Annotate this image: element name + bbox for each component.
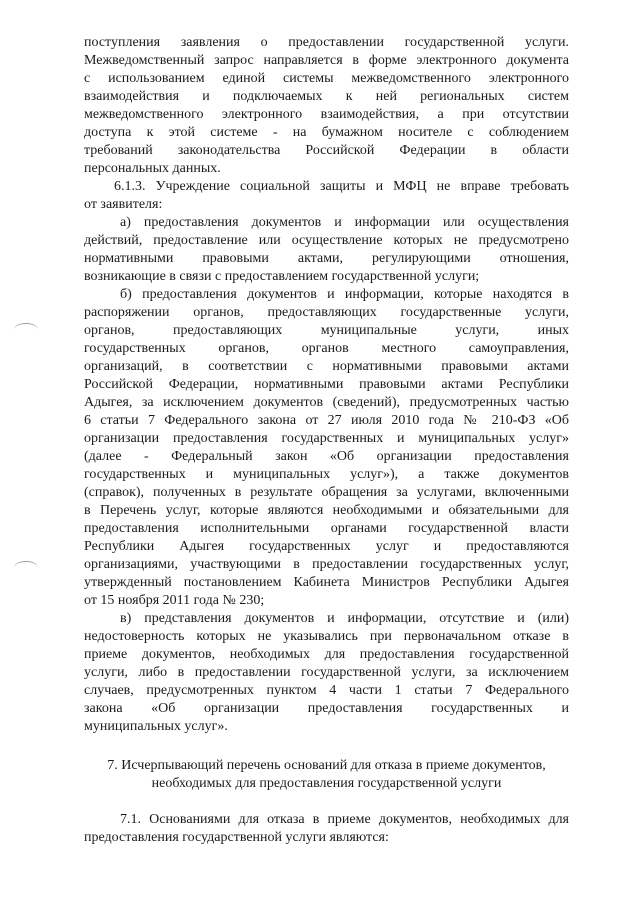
text-line: предоставления исполнительными органами государственной власти	[84, 521, 569, 536]
text-line: закона «Об организации предоставления государственных и	[84, 701, 569, 716]
text-line: приеме документов, необходимых для предоставления государственной	[84, 647, 569, 662]
section-heading: необходимых для предоставления государственной услуги	[151, 776, 502, 791]
text-line: организации предоставления государственных и муниципальных услуг»	[84, 431, 569, 446]
text-line: межведомственного электронного взаимодействия, а при отсутствии	[84, 107, 569, 122]
text-line: муниципальных услуг».	[84, 719, 228, 734]
text-line: персональных данных.	[84, 161, 221, 176]
text-line: государственных и муниципальных услуг»), а также документов	[84, 467, 569, 482]
scan-margin-mark	[14, 561, 38, 574]
text-line: от заявителя:	[84, 197, 163, 212]
paragraph-start: а) предоставления документов и информации или осуществления	[120, 215, 569, 230]
text-line: Российской Федерации, нормативными правовыми актами Республики	[84, 377, 569, 392]
text-line: доступа к этой системе - на бумажном носителе с соблюдением	[84, 125, 569, 140]
text-line: требований законодательства Российской Федерации в области	[84, 143, 569, 158]
paragraph-start: 6.1.3. Учреждение социальной защиты и МФЦ не вправе требовать	[114, 179, 569, 194]
text-line: Республики Адыгея государственных услуг и предоставляются	[84, 539, 569, 554]
text-line: распоряжении органов, предоставляющих государственные услуги,	[84, 305, 569, 320]
text-line: в Перечень услуг, которые являются необходимыми и обязательными для	[84, 503, 569, 518]
text-line: организаций, в соответствии с нормативными правовыми актами	[84, 359, 569, 374]
text-line: поступления заявления о предоставлении государственной услуги.	[84, 35, 569, 50]
text-line: Межведомственный запрос направляется в форме электронного документа	[84, 53, 569, 68]
text-line: от 15 ноября 2011 года № 230;	[84, 593, 265, 608]
text-line: органов, предоставляющих муниципальные услуги, иных	[84, 323, 569, 338]
paragraph-start: б) предоставления документов и информации, которые находятся в	[120, 287, 569, 302]
text-line: государственных органов, органов местного самоуправления,	[84, 341, 569, 356]
text-line: возникающие в связи с предоставлением государственной услуги;	[84, 269, 480, 284]
text-line: (справок), полученных в результате обращения за услугами, включенными	[84, 485, 569, 500]
text-line: с использованием единой системы межведомственного электронного	[84, 71, 569, 86]
text-line: организациями, участвующими в предоставлении государственных услуг,	[84, 557, 569, 572]
text-line: действий, предоставление или осуществление которых не предусмотрено	[84, 233, 569, 248]
paragraph-start: в) представления документов и информации, отсутствие и (или)	[120, 611, 569, 626]
text-line: 6 статьи 7 Федерального закона от 27 июля 2010 года № 210-ФЗ «Об	[84, 413, 569, 428]
section-heading: 7. Исчерпывающий перечень оснований для отказа в приеме документов,	[107, 758, 546, 773]
text-line: Адыгея, за исключением документов (сведений), предусмотренных частью	[84, 395, 569, 410]
text-line: утвержденный постановлением Кабинета Министров Республики Адыгея	[84, 575, 569, 590]
text-line: услуги, либо в предоставлении государственной услуги, за исключением	[84, 665, 569, 680]
text-line: предоставления государственной услуги являются:	[84, 830, 389, 845]
text-line: случаев, предусмотренных пунктом 4 части 1 статьи 7 Федерального	[84, 683, 569, 698]
text-line: недостоверность которых не указывались при первоначальном отказе в	[84, 629, 569, 644]
text-line: нормативными правовыми актами, регулирующими отношения,	[84, 251, 569, 266]
paragraph-start: 7.1. Основаниями для отказа в приеме документов, необходимых для	[120, 812, 569, 827]
text-line: (далее - Федеральный закон «Об организации предоставления	[84, 449, 569, 464]
scan-margin-mark	[14, 323, 38, 336]
text-line: взаимодействия и подключаемых к ней региональных систем	[84, 89, 569, 104]
document-page	[84, 34, 569, 847]
